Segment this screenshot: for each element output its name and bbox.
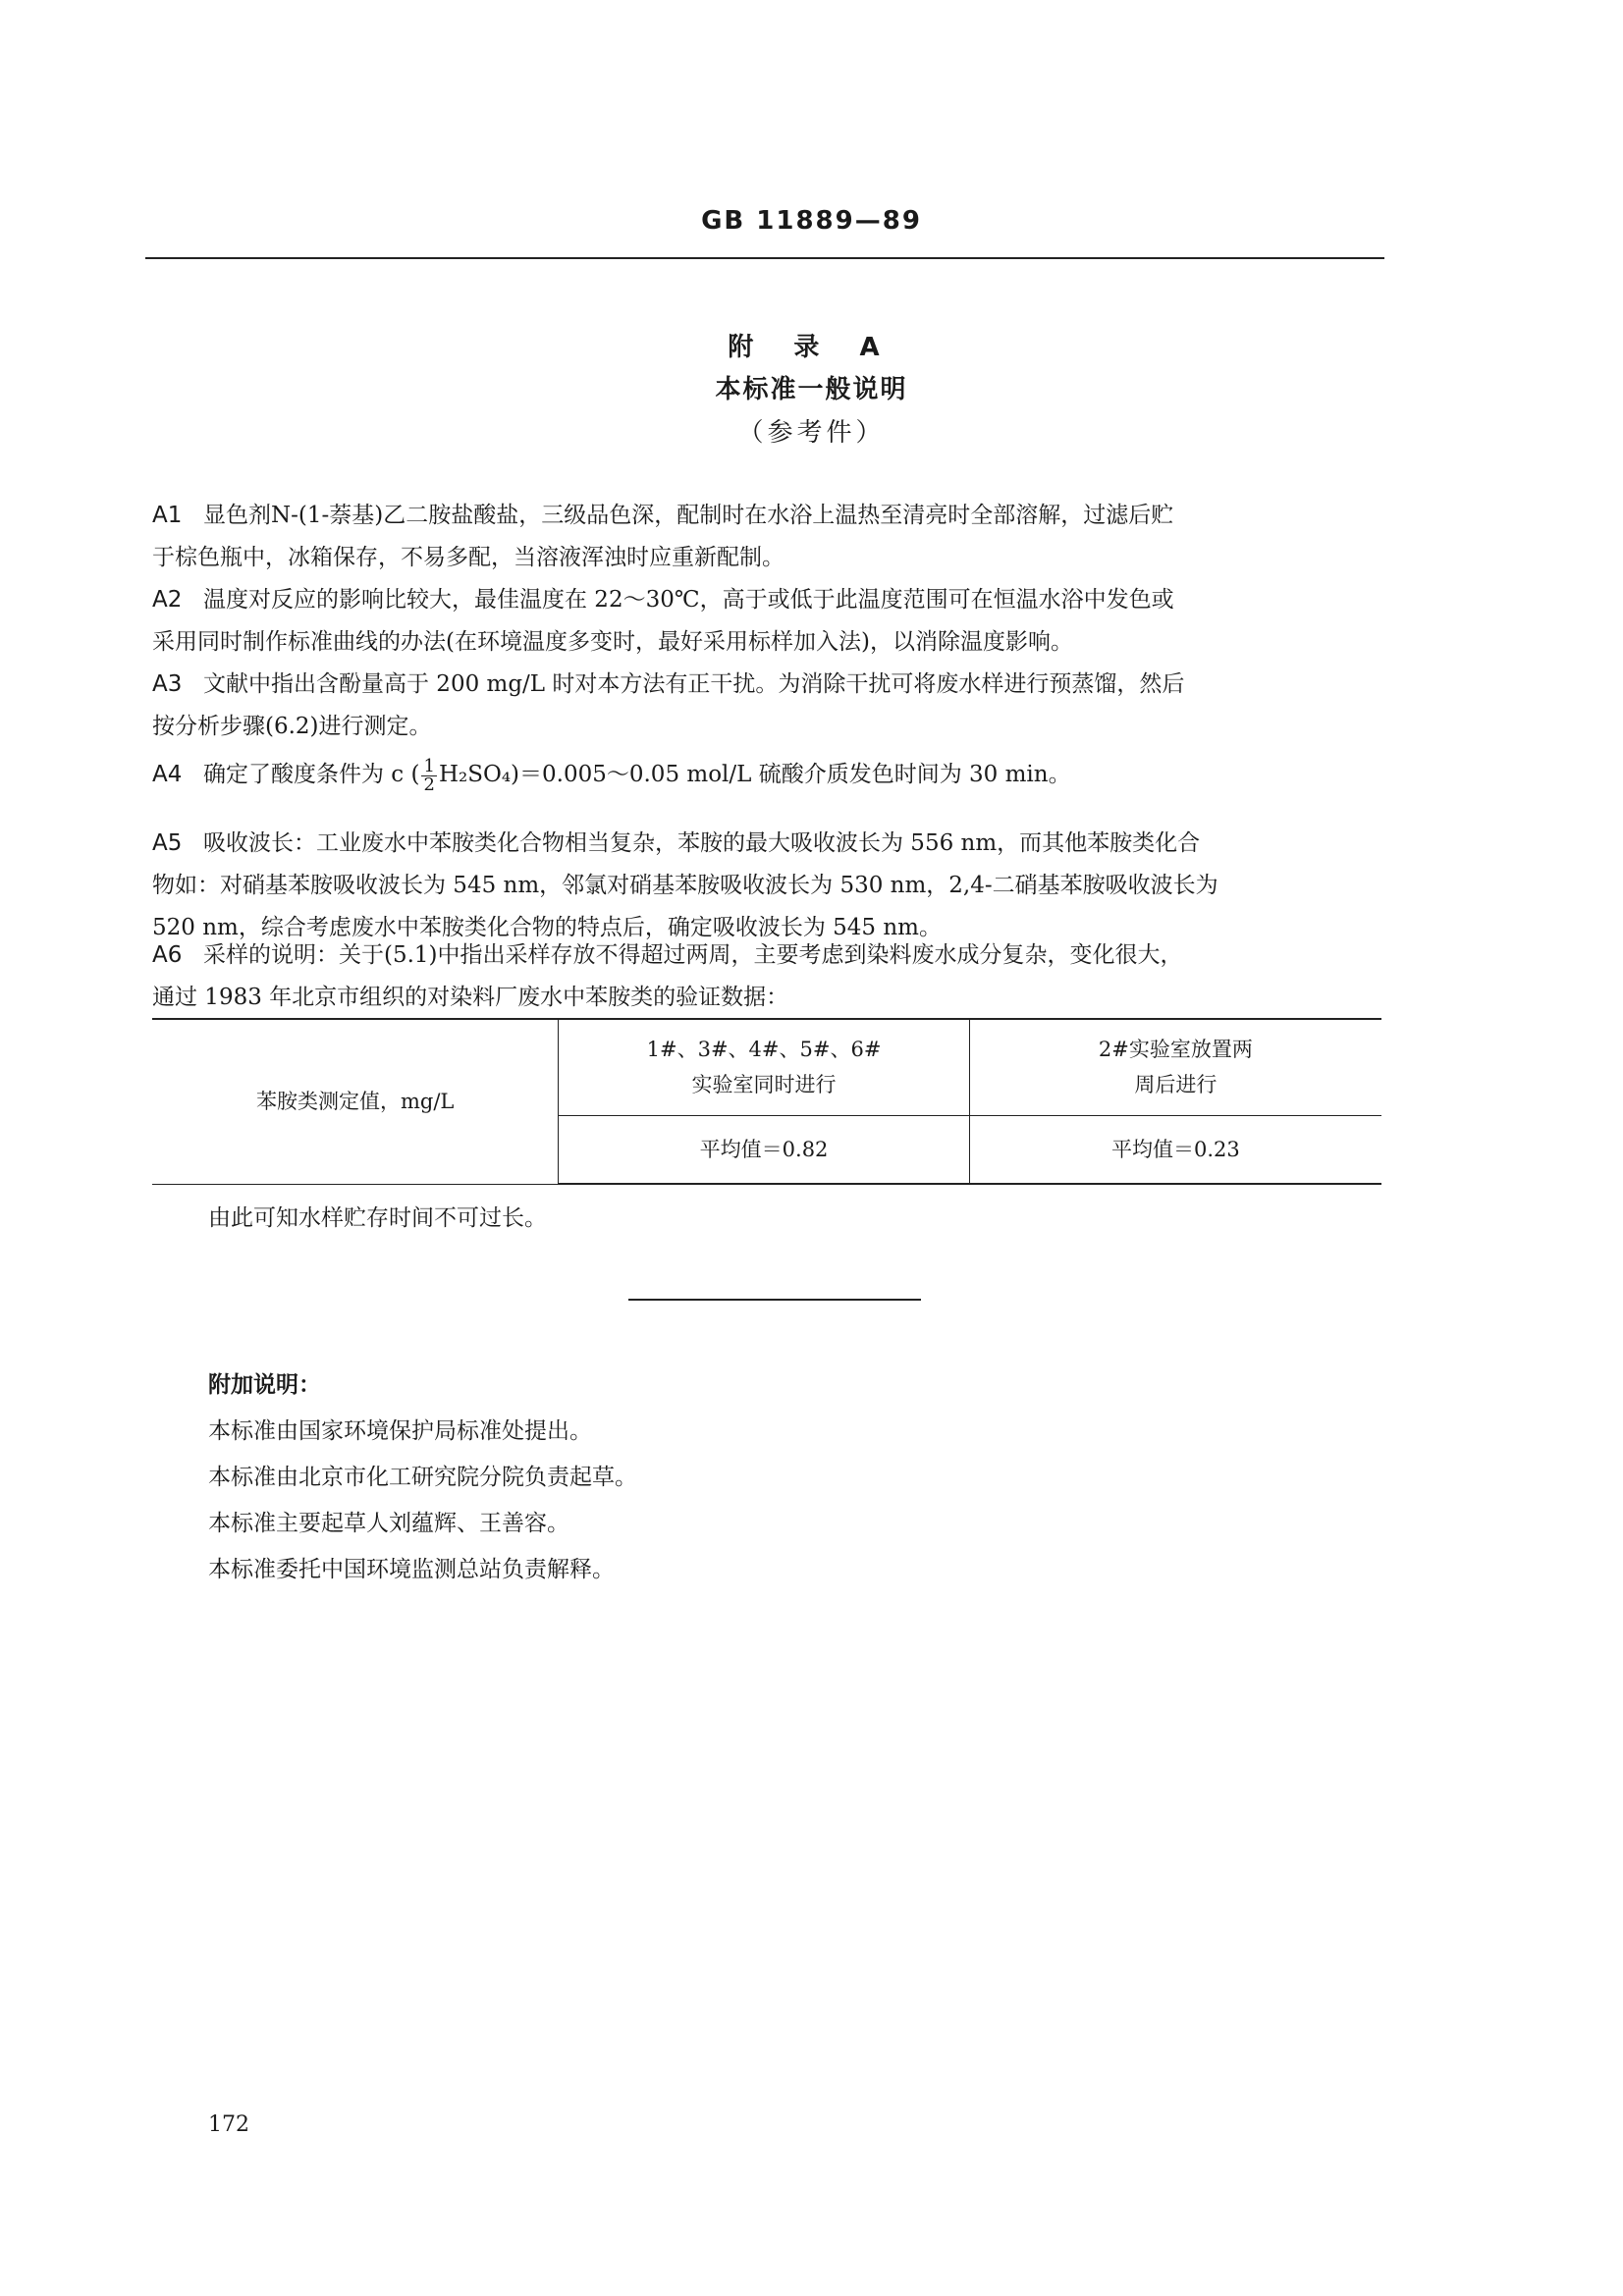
item-label: A1 [152, 503, 183, 528]
item-a1 [152, 495, 1391, 579]
additional-notes [208, 1362, 637, 1593]
appendix-title: 附 录 A [728, 333, 895, 362]
additional-note-line: 本标准委托中国环境监测总站负责解释。 [208, 1557, 615, 1582]
section-divider [628, 1299, 921, 1301]
table-cell: 平均值＝0.82 [559, 1115, 969, 1184]
item-a6 [152, 934, 1391, 1019]
item-label: A5 [152, 830, 183, 856]
item-label: A6 [152, 942, 183, 968]
fraction-numerator: 1 [423, 755, 435, 776]
item-text-line: 吸收波长：工业废水中苯胺类化合物相当复杂，苯胺的最大吸收波长为 556 nm，而其他苯胺类化合 [203, 830, 1201, 856]
appendix-subtitle: 本标准一般说明 [715, 375, 908, 404]
additional-notes-title: 附加说明： [208, 1372, 321, 1398]
item-text-line: 520 nm，综合考虑废水中苯胺类化合物的特点后，确定吸收波长为 545 nm。 [152, 915, 942, 940]
item-text-line: 采用同时制作标准曲线的办法(在环境温度多变时，最好采用标样加入法)，以消除温度影响。 [152, 629, 1073, 655]
item-text-line: 显色剂N-(1-萘基)乙二胺盐酸盐，三级品色深，配制时在水浴上温热至清亮时全部溶解，过滤后贮 [203, 503, 1174, 528]
item-text-line: 文献中指出含酚量高于 200 mg/L 时对本方法有正干扰。为消除干扰可将废水样进行预蒸馏，然后 [203, 671, 1185, 697]
item-label: A4 [152, 762, 183, 787]
header-rule [145, 257, 1384, 259]
table-header-line: 实验室同时进行 [691, 1073, 837, 1097]
table-column-header [559, 1019, 969, 1115]
item-text-after: H₂SO₄)＝0.005～0.05 mol/L 硫酸介质发色时间为 30 min。 [438, 762, 1071, 787]
table-header-line: 周后进行 [1134, 1073, 1217, 1097]
item-text-line: 采样的说明：关于(5.1)中指出采样存放不得超过两周，主要考虑到染料废水成分复杂，变化很大， [203, 942, 1183, 968]
item-a4 [152, 754, 1391, 796]
additional-note-line: 本标准主要起草人刘蕴辉、王善容。 [208, 1511, 569, 1536]
additional-note-line: 本标准由国家环境保护局标准处提出。 [208, 1418, 592, 1444]
conclusion-text: 由此可知水样贮存时间不可过长。 [208, 1205, 547, 1231]
table-column-header [969, 1019, 1381, 1115]
item-a2 [152, 579, 1391, 664]
item-a5 [152, 823, 1391, 949]
table-cell: 平均值＝0.23 [969, 1115, 1381, 1184]
item-text-before: 确定了酸度条件为 c ( [203, 762, 420, 787]
item-text-line: 按分析步骤(6.2)进行测定。 [152, 714, 432, 739]
item-label: A2 [152, 587, 183, 613]
fraction [421, 755, 436, 795]
item-text-line: 于棕色瓶中，冰箱保存，不易多配，当溶液浑浊时应重新配制。 [152, 545, 784, 570]
standard-code-header: GB 11889—89 [701, 206, 922, 236]
appendix-note: （参考件） [737, 418, 886, 448]
table-row-header: 苯胺类测定值，mg/L [152, 1019, 559, 1184]
table-header-line: 1#、3#、4#、5#、6# [646, 1038, 882, 1062]
item-a3 [152, 664, 1391, 748]
table-header-line: 2#实验室放置两 [1098, 1038, 1253, 1062]
fraction-denominator: 2 [423, 774, 435, 795]
verification-data-table [152, 1018, 1381, 1185]
additional-note-line: 本标准由北京市化工研究院分院负责起草。 [208, 1465, 637, 1490]
item-text-line: 物如：对硝基苯胺吸收波长为 545 nm，邻氯对硝基苯胺吸收波长为 530 nm，2,4-二硝基苯胺吸收波长为 [152, 873, 1218, 898]
item-label: A3 [152, 671, 183, 697]
page-number: 172 [208, 2112, 249, 2137]
item-text-line: 通过 1983 年北京市组织的对染料厂废水中苯胺类的验证数据： [152, 985, 789, 1010]
item-text-line: 温度对反应的影响比较大，最佳温度在 22～30℃，高于或低于此温度范围可在恒温水浴中发色或 [203, 587, 1174, 613]
